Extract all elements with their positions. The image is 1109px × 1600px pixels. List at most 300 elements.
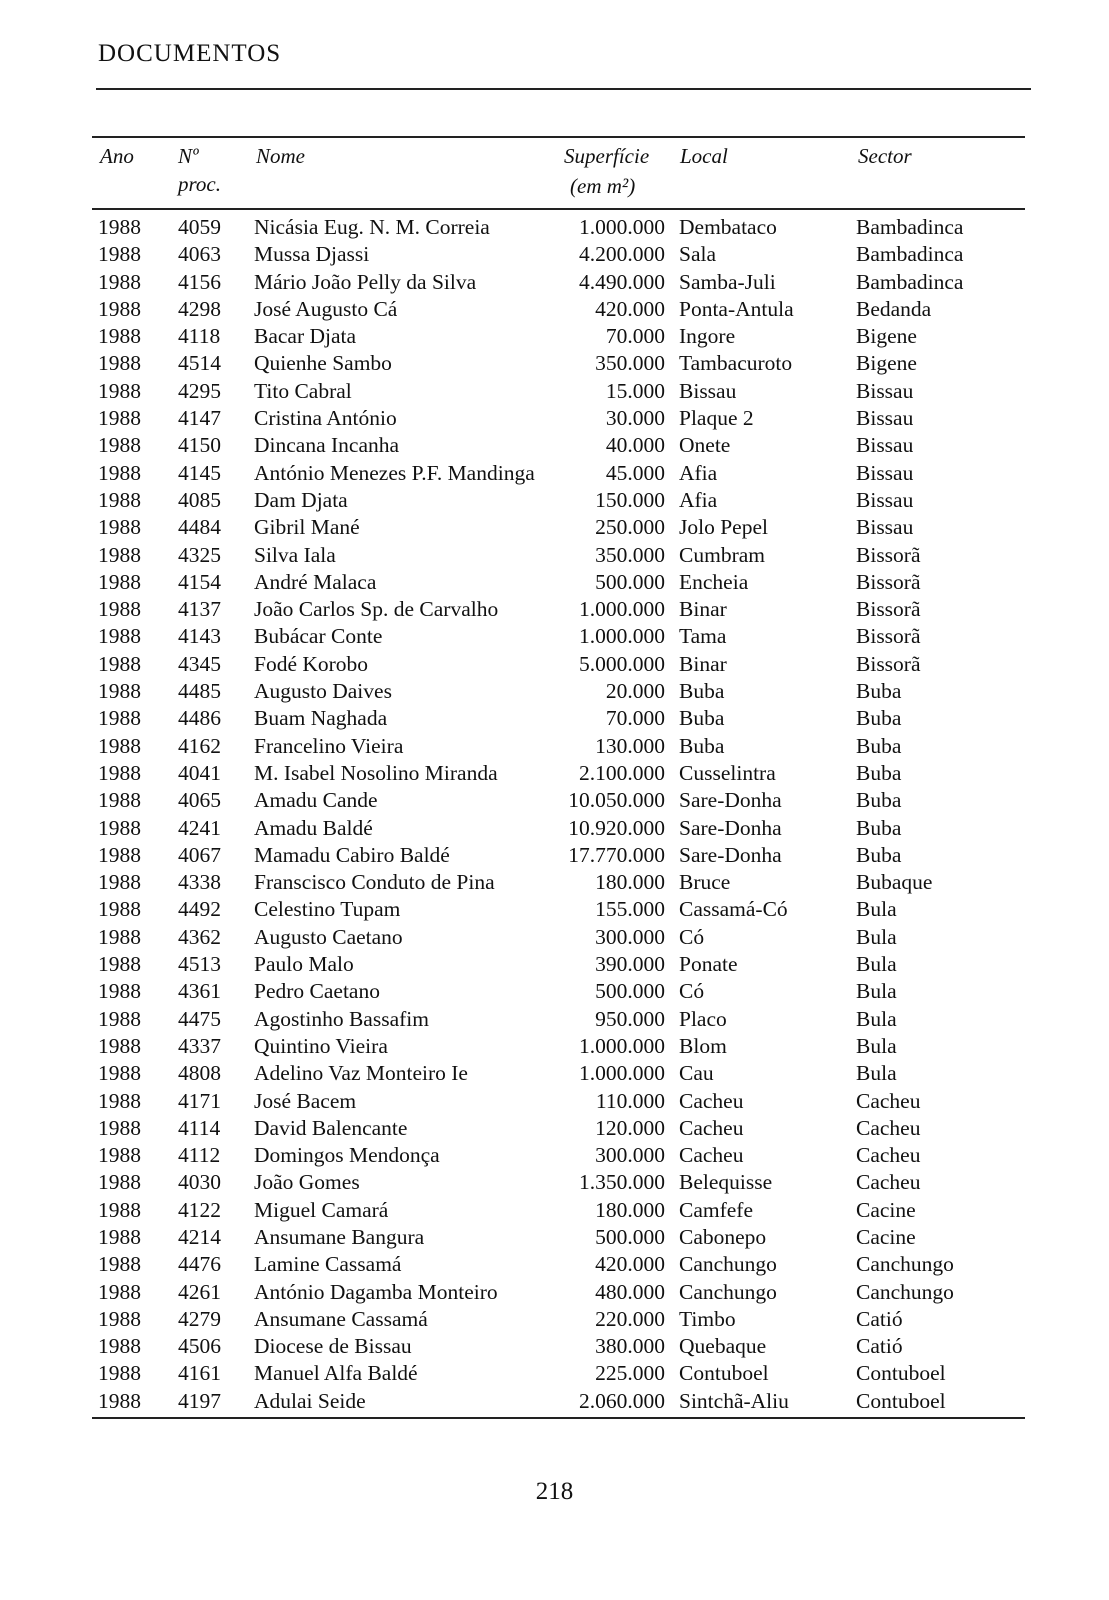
cell-superficie: 155.000 [595, 897, 665, 922]
cell-superficie: 1.000.000 [579, 1061, 665, 1086]
table-row [92, 378, 1025, 405]
cell-nome: Buam Naghada [254, 706, 388, 731]
cell-sector: Bissorã [856, 651, 921, 676]
cell-local: Afia [679, 487, 718, 512]
cell-num-proc: 4362 [178, 924, 221, 949]
cell-ano: 1988 [98, 296, 141, 321]
cell-ano: 1988 [98, 651, 141, 676]
cell-num-proc: 4041 [178, 760, 221, 785]
cell-superficie: 4.200.000 [579, 242, 665, 267]
cell-local: Quebaque [679, 1334, 767, 1359]
cell-sector: Buba [856, 706, 902, 731]
cell-nome: António Dagamba Monteiro [254, 1279, 498, 1304]
cell-superficie: 350.000 [595, 542, 665, 567]
cell-nome: Quintino Vieira [254, 1033, 388, 1058]
table-row [92, 1279, 1025, 1306]
cell-local: Cacheu [679, 1143, 744, 1168]
cell-ano: 1988 [98, 351, 141, 376]
cell-local: Onete [679, 433, 731, 458]
cell-ano: 1988 [98, 324, 141, 349]
cell-nome: Domingos Mendonça [254, 1143, 440, 1168]
table-row [92, 269, 1025, 296]
cell-local: Bruce [679, 870, 731, 895]
cell-num-proc: 4065 [178, 788, 221, 813]
cell-ano: 1988 [98, 542, 141, 567]
cell-nome: Augusto Caetano [254, 924, 403, 949]
cell-superficie: 110.000 [595, 1088, 665, 1113]
cell-nome: André Malaca [254, 569, 377, 594]
cell-superficie: 300.000 [595, 924, 665, 949]
cell-sector: Bambadinca [856, 242, 964, 267]
cell-local: Cacheu [679, 1115, 744, 1140]
cell-local: Buba [679, 733, 725, 758]
cell-ano: 1988 [98, 487, 141, 512]
table-row [92, 323, 1025, 350]
cell-superficie: 1.350.000 [579, 1170, 665, 1195]
table-row [92, 651, 1025, 678]
cell-sector: Bissorã [856, 597, 921, 622]
cell-ano: 1988 [98, 1115, 141, 1140]
cell-local: Contuboel [679, 1361, 769, 1386]
cell-superficie: 350.000 [595, 351, 665, 376]
cell-ano: 1988 [98, 569, 141, 594]
cell-num-proc: 4325 [178, 542, 221, 567]
cell-sector: Bissau [856, 433, 914, 458]
cell-ano: 1988 [98, 406, 141, 431]
cell-local: Binar [679, 597, 727, 622]
cell-ano: 1988 [98, 760, 141, 785]
cell-sector: Catió [856, 1306, 903, 1331]
cell-nome: M. Isabel Nosolino Miranda [254, 760, 498, 785]
table-row [92, 896, 1025, 923]
cell-num-proc: 4506 [178, 1334, 221, 1359]
cell-local: Cassamá-Có [679, 897, 788, 922]
cell-num-proc: 4475 [178, 1006, 221, 1031]
cell-ano: 1988 [98, 870, 141, 895]
table-row [92, 542, 1025, 569]
cell-sector: Bubaque [856, 870, 933, 895]
cell-num-proc: 4808 [178, 1061, 221, 1086]
cell-nome: Augusto Daives [254, 679, 392, 704]
cell-superficie: 4.490.000 [579, 269, 665, 294]
land-concession-table [92, 136, 1025, 1419]
cell-num-proc: 4114 [178, 1115, 221, 1140]
cell-local: Cumbram [679, 542, 765, 567]
cell-nome: Celestino Tupam [254, 897, 401, 922]
cell-superficie: 20.000 [605, 679, 665, 704]
cell-nome: Miguel Camará [254, 1197, 389, 1222]
cell-ano: 1988 [98, 597, 141, 622]
cell-superficie: 180.000 [595, 870, 665, 895]
table-row [92, 460, 1025, 487]
table-row [92, 815, 1025, 842]
cell-ano: 1988 [98, 815, 141, 840]
table-row [92, 405, 1025, 432]
cell-superficie: 1.000.000 [579, 1033, 665, 1058]
table-row [92, 678, 1025, 705]
page-number: 218 [535, 1478, 574, 1505]
table-row [92, 1333, 1025, 1360]
cell-num-proc: 4241 [178, 815, 221, 840]
cell-nome: Nicásia Eug. N. M. Correia [254, 215, 490, 239]
table-row [92, 296, 1025, 323]
cell-nome: Ansumane Cassamá [254, 1306, 428, 1331]
cell-ano: 1988 [98, 460, 141, 485]
cell-local: Có [679, 979, 705, 1004]
table-row [92, 214, 1025, 241]
cell-sector: Bissorã [856, 542, 921, 567]
cell-sector: Bula [856, 979, 897, 1004]
cell-local: Encheia [679, 569, 749, 594]
cell-nome: Pedro Caetano [254, 979, 380, 1004]
cell-local: Blom [679, 1033, 727, 1058]
cell-sector: Contuboel [856, 1361, 946, 1386]
cell-ano: 1988 [98, 788, 141, 813]
cell-superficie: 950.000 [595, 1006, 665, 1031]
cell-superficie: 300.000 [595, 1143, 665, 1168]
cell-num-proc: 4118 [178, 324, 221, 349]
cell-superficie: 1.000.000 [579, 597, 665, 622]
cell-nome: Amadu Baldé [254, 815, 373, 840]
cell-local: Dembataco [679, 215, 777, 239]
cell-local: Placo [679, 1006, 727, 1031]
cell-nome: Adelino Vaz Monteiro Ie [254, 1061, 468, 1086]
cell-sector: Bissorã [856, 569, 921, 594]
cell-num-proc: 4059 [178, 215, 221, 239]
cell-nome: Amadu Cande [254, 788, 378, 813]
table-row [92, 1388, 1025, 1415]
table-row [92, 1251, 1025, 1278]
cell-superficie: 420.000 [595, 1252, 665, 1277]
cell-sector: Bula [856, 1061, 897, 1086]
cell-sector: Buba [856, 760, 902, 785]
cell-local: Có [679, 924, 705, 949]
cell-ano: 1988 [98, 679, 141, 704]
table-row [92, 623, 1025, 650]
cell-superficie: 45.000 [605, 460, 665, 485]
table-row [92, 487, 1025, 514]
table-row [92, 760, 1025, 787]
cell-num-proc: 4492 [178, 897, 221, 922]
cell-num-proc: 4161 [178, 1361, 221, 1386]
cell-local: Cau [679, 1061, 714, 1086]
cell-local: Cacheu [679, 1088, 744, 1113]
cell-nome: Quienhe Sambo [254, 351, 392, 376]
cell-superficie: 40.000 [605, 433, 665, 458]
cell-local: Jolo Pepel [679, 515, 768, 540]
cell-num-proc: 4279 [178, 1306, 221, 1331]
cell-sector: Bula [856, 897, 897, 922]
cell-num-proc: 4476 [178, 1252, 221, 1277]
cell-nome: Francelino Vieira [254, 733, 404, 758]
table-row [92, 569, 1025, 596]
table-row [92, 787, 1025, 814]
cell-ano: 1988 [98, 378, 141, 403]
cell-superficie: 250.000 [595, 515, 665, 540]
cell-nome: Lamine Cassamá [254, 1252, 402, 1277]
cell-ano: 1988 [98, 515, 141, 540]
cell-superficie: 150.000 [595, 487, 665, 512]
cell-local: Timbo [679, 1306, 736, 1331]
table-row [92, 733, 1025, 760]
cell-superficie: 130.000 [595, 733, 665, 758]
cell-num-proc: 4154 [178, 569, 221, 594]
header-local: Local [680, 144, 728, 168]
cell-sector: Buba [856, 815, 902, 840]
cell-num-proc: 4150 [178, 433, 221, 458]
header-nproc: Nº [178, 144, 199, 168]
cell-ano: 1988 [98, 1170, 141, 1195]
cell-sector: Catió [856, 1334, 903, 1359]
table-row [92, 514, 1025, 541]
table-row [92, 1006, 1025, 1033]
header-nome: Nome [256, 144, 305, 168]
table-row [92, 350, 1025, 377]
cell-sector: Cacine [856, 1224, 916, 1249]
cell-sector: Cacheu [856, 1143, 921, 1168]
cell-superficie: 10.920.000 [568, 815, 665, 840]
cell-sector: Bissau [856, 406, 914, 431]
header-superficie: Superfície [564, 144, 650, 168]
cell-ano: 1988 [98, 1252, 141, 1277]
cell-num-proc: 4156 [178, 269, 221, 294]
cell-num-proc: 4171 [178, 1088, 221, 1113]
cell-ano: 1988 [98, 1361, 141, 1386]
cell-num-proc: 4345 [178, 651, 221, 676]
cell-nome: João Carlos Sp. de Carvalho [254, 597, 499, 622]
cell-nome: Adulai Seide [254, 1388, 366, 1413]
cell-local: Ingore [679, 324, 736, 349]
cell-superficie: 2.100.000 [579, 760, 665, 785]
cell-sector: Bissau [856, 460, 914, 485]
cell-ano: 1988 [98, 1088, 141, 1113]
cell-num-proc: 4137 [178, 597, 221, 622]
cell-superficie: 70.000 [605, 324, 665, 349]
cell-ano: 1988 [98, 624, 141, 649]
cell-nome: David Balencante [254, 1115, 408, 1140]
cell-sector: Bula [856, 1033, 897, 1058]
cell-ano: 1988 [98, 924, 141, 949]
cell-local: Sare-Donha [679, 788, 782, 813]
cell-nome: José Bacem [254, 1088, 357, 1113]
cell-ano: 1988 [98, 952, 141, 977]
running-head: DOCUMENTOS [98, 40, 282, 67]
cell-ano: 1988 [98, 1197, 141, 1222]
cell-local: Canchungo [679, 1279, 777, 1304]
cell-sector: Bula [856, 1006, 897, 1031]
cell-local: Cusselintra [679, 760, 776, 785]
cell-ano: 1988 [98, 269, 141, 294]
cell-nome: Bacar Djata [254, 324, 357, 349]
table-row [92, 1224, 1025, 1251]
cell-num-proc: 4298 [178, 296, 221, 321]
cell-ano: 1988 [98, 433, 141, 458]
cell-local: Afia [679, 460, 718, 485]
cell-sector: Contuboel [856, 1388, 946, 1413]
cell-superficie: 30.000 [605, 406, 665, 431]
cell-ano: 1988 [98, 706, 141, 731]
cell-sector: Buba [856, 842, 902, 867]
header-nproc-line2: proc. [178, 172, 221, 196]
cell-num-proc: 4295 [178, 378, 221, 403]
cell-num-proc: 4261 [178, 1279, 221, 1304]
cell-num-proc: 4147 [178, 406, 221, 431]
cell-ano: 1988 [98, 897, 141, 922]
table-bottom-rule [92, 1417, 1025, 1419]
cell-ano: 1988 [98, 1033, 141, 1058]
cell-nome: Fodé Korobo [254, 651, 369, 676]
table-row [92, 924, 1025, 951]
table-row [92, 705, 1025, 732]
table-row [92, 842, 1025, 869]
cell-local: Buba [679, 679, 725, 704]
cell-ano: 1988 [98, 842, 141, 867]
table-row [92, 978, 1025, 1005]
cell-ano: 1988 [98, 242, 141, 267]
cell-num-proc: 4485 [178, 679, 221, 704]
cell-local: Sare-Donha [679, 815, 782, 840]
cell-local: Canchungo [679, 1252, 777, 1277]
cell-sector: Canchungo [856, 1279, 954, 1304]
cell-local: Sintchã-Aliu [679, 1388, 789, 1413]
cell-local: Tambacuroto [679, 351, 793, 376]
cell-superficie: 70.000 [605, 706, 665, 731]
cell-ano: 1988 [98, 733, 141, 758]
table-row [92, 1142, 1025, 1169]
cell-sector: Bula [856, 924, 897, 949]
cell-superficie: 10.050.000 [568, 788, 665, 813]
cell-num-proc: 4112 [178, 1143, 221, 1168]
cell-local: Samba-Juli [679, 269, 776, 294]
cell-num-proc: 4197 [178, 1388, 221, 1413]
table-row [92, 869, 1025, 896]
cell-nome: João Gomes [254, 1170, 360, 1195]
cell-sector: Bigene [856, 351, 917, 376]
cell-ano: 1988 [98, 1224, 141, 1249]
cell-ano: 1988 [98, 1279, 141, 1304]
cell-nome: Manuel Alfa Baldé [254, 1361, 418, 1386]
table-row [92, 1115, 1025, 1142]
cell-local: Binar [679, 651, 727, 676]
cell-nome: Diocese de Bissau [254, 1334, 412, 1359]
header-sector: Sector [858, 144, 912, 168]
cell-nome: Dincana Incanha [254, 433, 400, 458]
cell-num-proc: 4030 [178, 1170, 221, 1195]
cell-local: Camfefe [679, 1197, 754, 1222]
cell-ano: 1988 [98, 979, 141, 1004]
table-body [92, 210, 1025, 1415]
table-row [92, 1033, 1025, 1060]
cell-nome: Tito Cabral [254, 378, 352, 403]
cell-sector: Bissorã [856, 624, 921, 649]
cell-superficie: 500.000 [595, 1224, 665, 1249]
cell-local: Ponta-Antula [679, 296, 794, 321]
cell-superficie: 500.000 [595, 979, 665, 1004]
cell-num-proc: 4214 [178, 1224, 221, 1249]
cell-num-proc: 4063 [178, 242, 221, 267]
cell-nome: Paulo Malo [254, 952, 354, 977]
cell-sector: Bissau [856, 515, 914, 540]
cell-superficie: 225.000 [595, 1361, 665, 1386]
table-row [92, 1060, 1025, 1087]
cell-ano: 1988 [98, 1306, 141, 1331]
cell-sector: Cacine [856, 1197, 916, 1222]
cell-ano: 1988 [98, 1143, 141, 1168]
cell-local: Ponate [679, 952, 738, 977]
cell-superficie: 220.000 [595, 1306, 665, 1331]
cell-superficie: 420.000 [595, 296, 665, 321]
cell-nome: Mussa Djassi [254, 242, 370, 267]
cell-num-proc: 4513 [178, 952, 221, 977]
cell-nome: Mamadu Cabiro Baldé [254, 842, 450, 867]
cell-num-proc: 4514 [178, 351, 221, 376]
table-row [92, 432, 1025, 459]
cell-nome: Franscisco Conduto de Pina [254, 870, 495, 895]
cell-superficie: 17.770.000 [568, 842, 665, 867]
cell-nome: Agostinho Bassafim [254, 1006, 429, 1031]
cell-num-proc: 4484 [178, 515, 221, 540]
cell-ano: 1988 [98, 1061, 141, 1086]
table-row [92, 1360, 1025, 1387]
cell-sector: Bissau [856, 378, 914, 403]
cell-sector: Bula [856, 952, 897, 977]
cell-num-proc: 4143 [178, 624, 221, 649]
cell-nome: António Menezes P.F. Mandinga [254, 460, 535, 485]
cell-sector: Buba [856, 788, 902, 813]
cell-sector: Bissau [856, 487, 914, 512]
cell-superficie: 120.000 [595, 1115, 665, 1140]
header-rule [96, 88, 1031, 90]
cell-ano: 1988 [98, 215, 141, 239]
header-ano: Ano [100, 144, 134, 168]
cell-ano: 1988 [98, 1388, 141, 1413]
cell-nome: José Augusto Cá [254, 296, 398, 321]
cell-nome: Silva Iala [254, 542, 336, 567]
cell-local: Sare-Donha [679, 842, 782, 867]
cell-num-proc: 4067 [178, 842, 221, 867]
cell-nome: Dam Djata [254, 487, 348, 512]
cell-sector: Cacheu [856, 1115, 921, 1140]
cell-num-proc: 4122 [178, 1197, 221, 1222]
cell-local: Bissau [679, 378, 737, 403]
cell-nome: Cristina António [254, 406, 397, 431]
cell-sector: Cacheu [856, 1170, 921, 1195]
cell-sector: Bigene [856, 324, 917, 349]
cell-local: Tama [679, 624, 727, 649]
table-row [92, 1169, 1025, 1196]
cell-sector: Buba [856, 733, 902, 758]
cell-superficie: 380.000 [595, 1334, 665, 1359]
cell-nome: Gibril Mané [254, 515, 360, 540]
table-row [92, 596, 1025, 623]
cell-superficie: 2.060.000 [579, 1388, 665, 1413]
cell-superficie: 180.000 [595, 1197, 665, 1222]
cell-num-proc: 4337 [178, 1033, 221, 1058]
cell-ano: 1988 [98, 1006, 141, 1031]
cell-num-proc: 4361 [178, 979, 221, 1004]
table-row [92, 1088, 1025, 1115]
cell-sector: Bambadinca [856, 269, 964, 294]
cell-sector: Bambadinca [856, 215, 964, 239]
cell-superficie: 1.000.000 [579, 215, 665, 239]
cell-nome: Mário João Pelly da Silva [254, 269, 477, 294]
cell-sector: Canchungo [856, 1252, 954, 1277]
table-row [92, 951, 1025, 978]
cell-superficie: 390.000 [595, 952, 665, 977]
header-superficie-unit: (em m²) [570, 174, 636, 198]
cell-local: Plaque 2 [679, 406, 754, 431]
cell-nome: Bubácar Conte [254, 624, 383, 649]
